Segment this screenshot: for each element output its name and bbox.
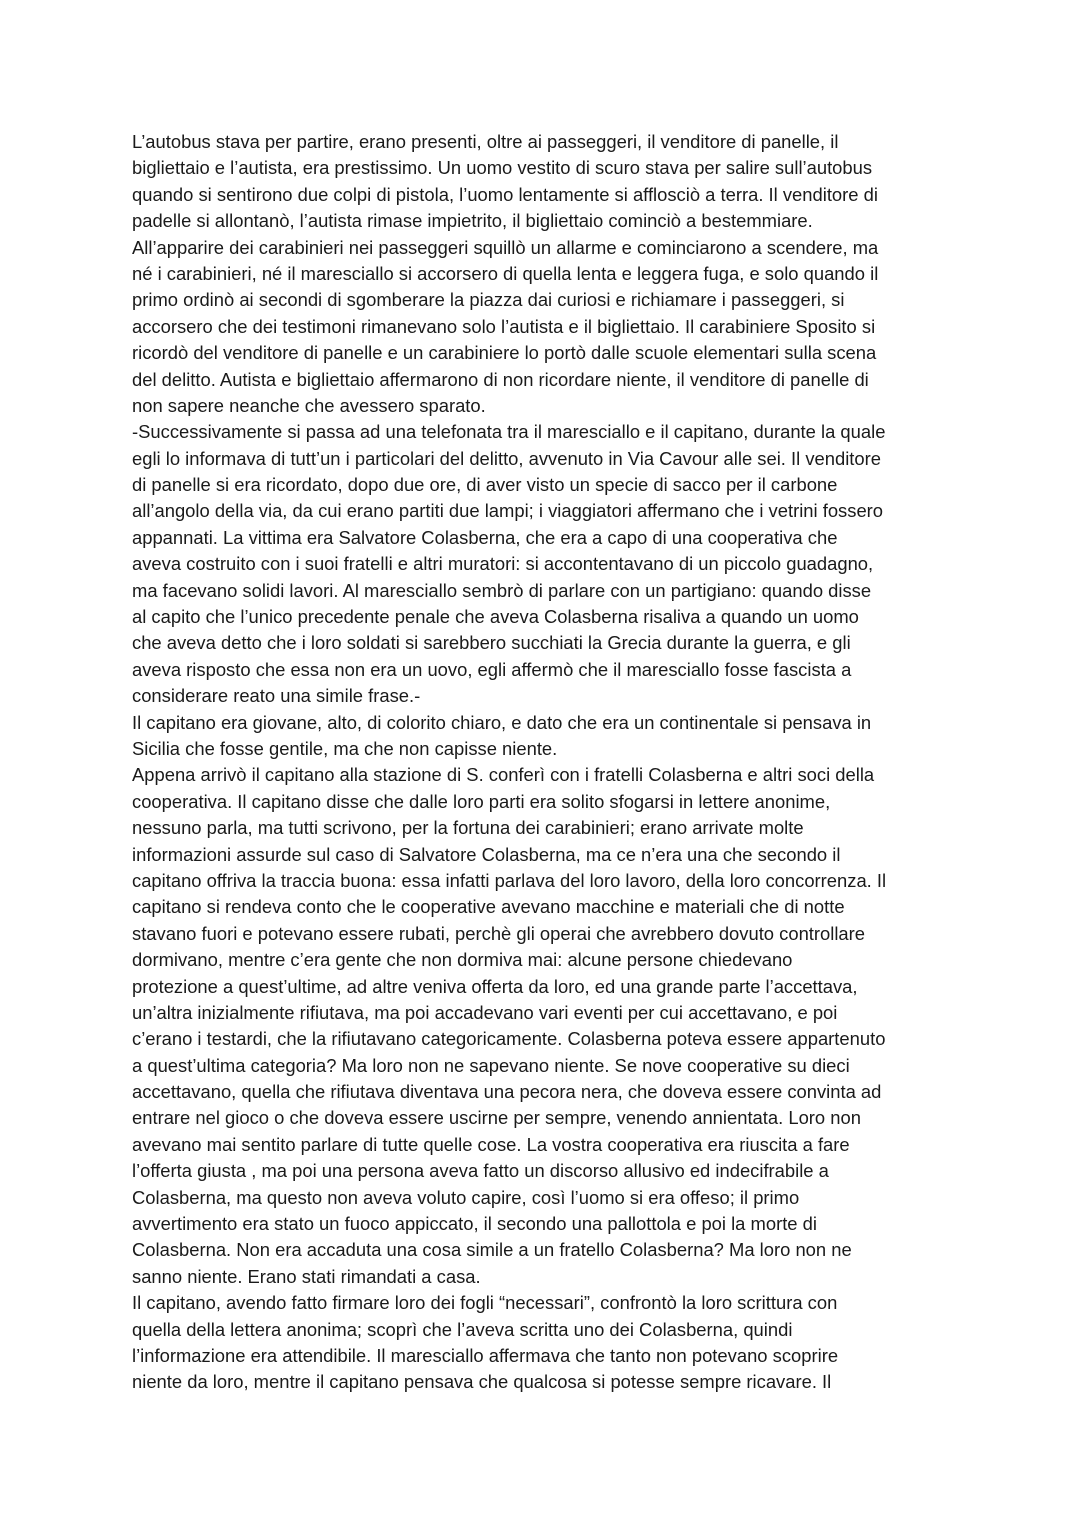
- text-line: Appena arrivò il capitano alla stazione di S. conferì con i fratelli Colasberna e altri soci della: [132, 764, 875, 786]
- text-line: dormivano, mentre c’era gente che non dormiva mai: alcune persone chiedevano: [132, 949, 793, 971]
- text-line: l’offerta giusta , ma poi una persona aveva fatto un discorso allusivo ed indecifrabile a: [132, 1160, 829, 1182]
- text-line: capitano si rendeva conto che le cooperative avevano macchine e materiali che di notte: [132, 896, 845, 918]
- text-line: Il capitano era giovane, alto, di colorito chiaro, e dato che era un continentale si pensava in: [132, 711, 872, 733]
- text-line: protezione a quest’ultime, ad altre veniva offerta da loro, ed una grande parte l’accettava,: [132, 975, 858, 997]
- text-line: primo ordinò ai secondi di sgomberare la piazza dai curiosi e richiamare i passeggeri, si: [132, 289, 845, 311]
- text-line: All’apparire dei carabinieri nei passeggeri squillò un allarme e cominciarono a scendere, ma: [132, 236, 879, 258]
- text-line: l’informazione era attendibile. Il maresciallo affermava che tanto non potevano scoprire: [132, 1344, 839, 1366]
- text-line: capitano offriva la traccia buona: essa infatti parlava del loro lavoro, della loro concorrenza. Il: [132, 869, 887, 891]
- text-line: niente da loro, mentre il capitano pensava che qualcosa si potesse sempre ricavare. Il: [132, 1371, 832, 1393]
- text-line: Il capitano, avendo fatto firmare loro dei fogli “necessari”, confrontò la loro scrittura con: [132, 1292, 838, 1314]
- text-line: Colasberna, ma questo non aveva voluto capire, così l’uomo si era offeso; il primo: [132, 1186, 800, 1208]
- text-line: quando si sentirono due colpi di pistola, l’uomo lentamente si afflosciò a terra. Il venditore di: [132, 183, 878, 205]
- text-line: avevano mai sentito parlare di tutte quelle cose. La vostra cooperativa era riuscita a fare: [132, 1133, 850, 1155]
- text-line: quella della lettera anonima; scoprì che l’aveva scritta uno dei Colasberna, quindi: [132, 1318, 793, 1340]
- body-text: [132, 129, 962, 1396]
- text-line: c’erano i testardi, che la rifiutavano categoricamente. Colasberna poteva essere appartenuto: [132, 1028, 886, 1050]
- text-line: non sapere neanche che avessero sparato.: [132, 394, 486, 416]
- text-line: ma facevano solidi lavori. Al maresciallo sembrò di parlare con un partigiano: quando disse: [132, 579, 872, 601]
- text-line: un’altra inizialmente rifiutava, ma poi accadevano vari eventi per cui accettavano, e poi: [132, 1001, 838, 1023]
- text-line: Sicilia che fosse gentile, ma che non capisse niente.: [132, 737, 558, 759]
- text-line: nessuno parla, ma tutti scrivono, per la fortuna dei carabinieri; erano arrivate molte: [132, 817, 804, 839]
- text-line: ricordò del venditore di panelle e un carabiniere lo portò dalle scuole elementari sulla scena: [132, 342, 877, 364]
- text-line: che aveva detto che i loro soldati si sarebbero succhiati la Grecia durante la guerra, e gli: [132, 632, 851, 654]
- text-line: -Successivamente si passa ad una telefonata tra il maresciallo e il capitano, durante la quale: [132, 421, 886, 443]
- text-line: cooperativa. Il capitano disse che dalle loro parti era solito sfogarsi in lettere anonime,: [132, 790, 831, 812]
- text-line: egli lo informava di tutt’un i particolari del delitto, avvenuto in Via Cavour alle sei. Il venditore: [132, 447, 881, 469]
- text-line: avvertimento era stato un fuoco appiccato, il secondo una pallottola e poi la morte di: [132, 1213, 817, 1235]
- text-line: del delitto. Autista e bigliettaio affermarono di non ricordare niente, il venditore di panelle di: [132, 368, 869, 390]
- text-line: informazioni assurde sul caso di Salvatore Colasberna, ma ce n’era una che secondo il: [132, 843, 841, 865]
- text-line: L’autobus stava per partire, erano presenti, oltre ai passeggeri, il venditore di panelle, il: [132, 131, 839, 152]
- text-line: padelle si allontanò, l’autista rimase impietrito, il bigliettaio cominciò a bestemmiare.: [132, 210, 813, 232]
- text-line: sanno niente. Erano stati rimandati a casa.: [132, 1265, 481, 1287]
- text-line: all’angolo della via, da cui erano partiti due lampi; i viaggiatori affermano che i vetrini fossero: [132, 500, 884, 522]
- text-line: aveva costruito con i suoi fratelli e altri muratori: si accontentavano di un piccolo guadagno,: [132, 553, 874, 575]
- text-line: a quest’ultima categoria? Ma loro non ne sapevano niente. Se nove cooperative su dieci: [132, 1054, 850, 1076]
- text-line: al capito che l’unico precedente penale che aveva Colasberna risaliva a quando un uomo: [132, 606, 859, 628]
- text-line: né i carabinieri, né il maresciallo si accorsero di quella lenta e leggera fuga, e solo quando il: [132, 262, 879, 284]
- text-line: di panelle si era ricordato, dopo due ore, di aver visto un specie di sacco per il carbone: [132, 474, 838, 496]
- text-line: accorsero che dei testimoni rimanevano solo l’autista e il bigliettaio. Il carabiniere Sposito si: [132, 315, 876, 337]
- text-line: appannati. La vittima era Salvatore Colasberna, che era a capo di una cooperativa che: [132, 526, 838, 548]
- text-line: Colasberna. Non era accaduta una cosa simile a un fratello Colasberna? Ma loro non ne: [132, 1239, 852, 1261]
- text-line: accettavano, quella che rifiutava diventava una pecora nera, che doveva essere convinta ad: [132, 1081, 882, 1103]
- text-line: bigliettaio e l’autista, era prestissimo. Un uomo vestito di scuro stava per salire sull’autobus: [132, 157, 873, 179]
- text-line: stavano fuori e potevano essere rubati, perchè gli operai che avrebbero dovuto controllare: [132, 922, 866, 944]
- text-line: entrare nel gioco o che doveva essere uscirne per sempre, venendo annientata. Loro non: [132, 1107, 861, 1129]
- text-line: considerare reato una simile frase.-: [132, 685, 421, 707]
- text-line: aveva risposto che essa non era un uovo, egli affermò che il maresciallo fosse fascista a: [132, 658, 852, 680]
